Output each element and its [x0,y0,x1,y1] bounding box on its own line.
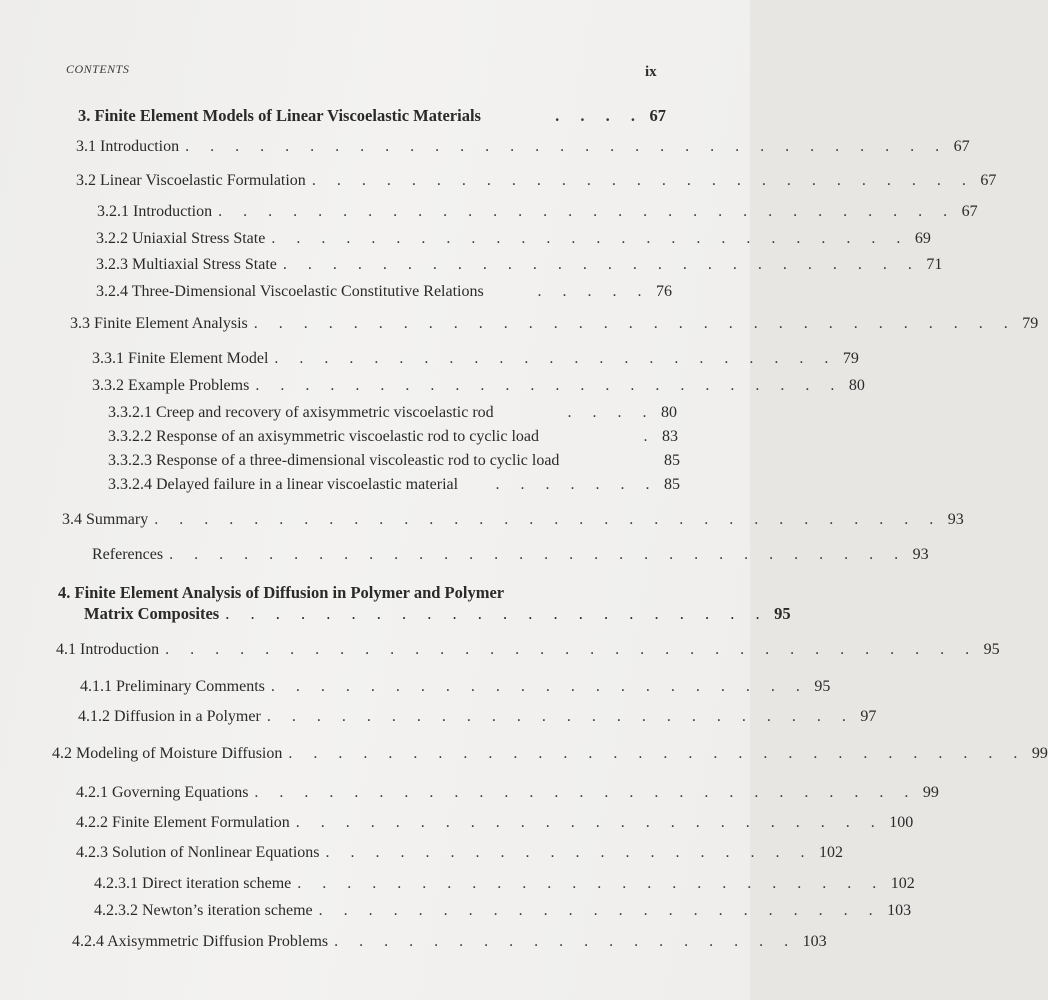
toc-entry-title: 3. Finite Element Models of Linear Viscoelastic Materials [78,106,481,125]
toc-entry-title: 3.4 Summary [62,511,149,528]
toc-entry-title: 3.3 Finite Element Analysis [70,315,248,332]
toc-entry-page: 103 [802,933,827,950]
toc-subsection-4-2-1[interactable] [76,784,939,802]
toc-entry-page: 79 [842,350,859,367]
toc-entry-title: 4.1.1 Preliminary Comments [80,678,265,695]
toc-section-3-4[interactable] [62,511,964,529]
toc-entry-title: 4.2 Modeling of Moisture Diffusion [52,745,283,762]
toc-entry-title: 4.2.4 Axisymmetric Diffusion Problems [72,933,329,950]
toc-entry-page: 85 [664,452,680,469]
toc-subsection-4-1-2[interactable] [78,708,877,726]
dot-leader: . . . . . . . . . . . . . . . . . . . . . . . . [266,708,855,725]
running-head: CONTENTS [66,62,130,76]
toc-subsection-4-2-2[interactable] [76,814,914,832]
dot-leader: . . . . . . . . . . . . . . . . . . . . . . . [318,902,882,919]
toc-section-3-1[interactable] [76,138,970,156]
toc-entry-title: 4.2.3.2 Newton’s iteration scheme [94,902,313,919]
toc-subsection-3-2-3[interactable] [96,256,943,274]
toc-section-4-2[interactable] [52,745,1048,763]
dot-leader: . . . . . . . [495,476,658,493]
toc-section-3-3[interactable] [70,315,1039,333]
dot-leader: . . . . . . . . . . . . . . . . . . . . . . . . . . [271,230,909,247]
toc-subsection-4-2-4[interactable] [72,933,827,951]
toc-entry-title: 3.2 Linear Viscoelastic Formulation [76,172,306,189]
toc-entry-title: 3.2.2 Uniaxial Stress State [96,230,266,247]
toc-entry-title: 3.3.1 Finite Element Model [92,350,269,367]
toc-entry-title: References [92,546,164,563]
dot-leader: . . . . . . . . . . . . . . . . . . . . . . . . . . . . . . . [185,138,948,155]
toc-entry-title: 3.3.2.4 Delayed failure in a linear viscoelastic material [108,476,459,493]
toc-entry-page: 102 [819,844,844,861]
toc-entry-page: 67 [953,138,970,155]
toc-entry-page: 79 [1022,315,1039,332]
toc-subsection-3-3-2[interactable] [92,377,865,395]
toc-entry-title: Matrix Composites [84,604,220,623]
toc-entry-title: 4.2.3 Solution of Nonlinear Equations [76,844,320,861]
toc-subsubsection-3-3-2-3[interactable] [108,452,680,470]
toc-entry-title: 3.3.2.3 Response of a three-dimensional viscoleastic rod to cyclic load [108,452,560,469]
toc-entry-page: 95 [774,604,791,623]
toc-entry-title: 3.2.1 Introduction [97,203,213,220]
toc-references[interactable] [92,546,929,564]
dot-leader: . . . . . . . . . . . . . . . . . . . . . . . . . . . . . . [169,546,907,563]
dot-leader: . . . . . . . . . . . . . . . . . . . . . . . . . . . . . . . [253,315,1017,332]
toc-section-3-2[interactable] [76,172,997,190]
toc-entry-page: 95 [983,641,1000,658]
toc-entry-page: 100 [889,814,914,831]
toc-chapter-3[interactable] [78,106,666,126]
toc-entry-page: 67 [649,106,666,125]
toc-subsection-3-2-1[interactable] [97,203,978,221]
toc-entry-title: 3.3.2 Example Problems [92,377,250,394]
dot-leader: . . . . . . . . . . . . . . . . . . . . . . . . . . . . . . [218,203,956,220]
dot-leader: . . . . . . . . . . . . . . . . . . . . . . . . . . . . . . . . [154,511,942,528]
dot-leader: . . . . . . . . . . . . . . . . . . . . . . . . [255,377,843,394]
toc-entry-page: 103 [887,902,912,919]
toc-entry-page: 102 [890,875,915,892]
toc-entry-title: 4.1.2 Diffusion in a Polymer [78,708,261,725]
toc-entry-title: 4.2.1 Governing Equations [76,784,249,801]
toc-entry-page: 67 [980,172,997,189]
dot-leader: . . . . . . . . . . . . . . . . . . . . . . [225,604,769,623]
toc-entry-page: 71 [926,256,943,273]
toc-subsubsection-3-3-2-1[interactable] [108,404,677,422]
toc-section-4-1[interactable] [56,641,1000,659]
toc-entry-page: 99 [1031,745,1048,762]
toc-entry-page: 76 [656,283,672,300]
toc-entry-page: 69 [914,230,931,247]
toc-entry-page: 85 [664,476,680,493]
toc-entry-title: 3.3.2.1 Creep and recovery of axisymmetric viscoelastic rod [108,404,494,421]
toc-chapter-4-title[interactable]: 4. Finite Element Analysis of Diffusion in Polymer and Polymer [58,583,505,602]
dot-leader: . . . . . . . . . . . . . . . . . . . . . . . . [295,814,884,831]
toc-entry-page: 80 [661,404,677,421]
toc-subsection-4-2-3[interactable] [76,844,844,862]
dot-leader: . . . . [555,106,644,125]
dot-leader: . . . . . . . . . . . . . . . . . . . . . . . . . . . [254,784,917,801]
toc-entry-title: 3.2.3 Multiaxial Stress State [96,256,277,273]
toc-entry-page: 93 [912,546,929,563]
dot-leader: . . . . . . . . . . . . . . . . . . . . . . . . . . . . . . . . . [165,641,978,658]
toc-entry-page: 80 [848,377,865,394]
dot-leader: . . . . . . . . . . . . . . . . . . . . . . . . . . . [311,172,975,189]
toc-entry-title: 3.3.2.2 Response of an axisymmetric viscoelastic rod to cyclic load [108,428,539,445]
dot-leader: . . . . . . . . . . . . . . . . . . . . . . . . [297,875,885,892]
toc-subsection-3-2-2[interactable] [96,230,931,248]
toc-subsection-3-2-4[interactable] [96,283,672,301]
toc-subsubsection-3-3-2-4[interactable] [108,476,680,494]
toc-subsection-3-3-1[interactable] [92,350,859,368]
dot-leader: . . . . . . . . . . . . . . . . . . . [334,933,797,950]
toc-subsubsection-4-2-3-1[interactable] [94,875,915,893]
dot-leader: . . . . . . . . . . . . . . . . . . . . . . [270,678,809,695]
toc-entry-title: 4.1 Introduction [56,641,160,658]
dot-leader: . . . . . . . . . . . . . . . . . . . . [325,844,814,861]
dot-leader: . . . . . . . . . . . . . . . . . . . . . . . . . . [282,256,921,273]
toc-entry-page: 95 [814,678,831,695]
toc-entry-page: 67 [961,203,978,220]
toc-entry-title: 3.1 Introduction [76,138,180,155]
toc-entry-title: 3.2.4 Three-Dimensional Viscoelastic Constitutive Relations [96,283,484,300]
dot-leader: . . . . . [537,283,650,300]
dot-leader: . [643,428,656,445]
toc-chapter-4[interactable] [84,604,791,624]
toc-entry-page: 93 [947,511,964,528]
toc-subsubsection-3-3-2-2[interactable] [108,428,678,446]
toc-entry-page: 99 [922,784,939,801]
toc-entry-title: 4.2.3.1 Direct iteration scheme [94,875,292,892]
dot-leader: . . . . [567,404,655,421]
dot-leader: . . . . . . . . . . . . . . . . . . . . . . . [274,350,837,367]
toc-subsection-4-1-1[interactable] [80,678,831,696]
toc-subsubsection-4-2-3-2[interactable] [94,902,912,920]
page-number: ix [645,64,657,80]
toc-entry-page: 97 [860,708,877,725]
toc-entry-page: 83 [662,428,678,445]
dot-leader: . . . . . . . . . . . . . . . . . . . . . . . . . . . . . . [288,745,1026,762]
toc-entry-title: 4.2.2 Finite Element Formulation [76,814,290,831]
